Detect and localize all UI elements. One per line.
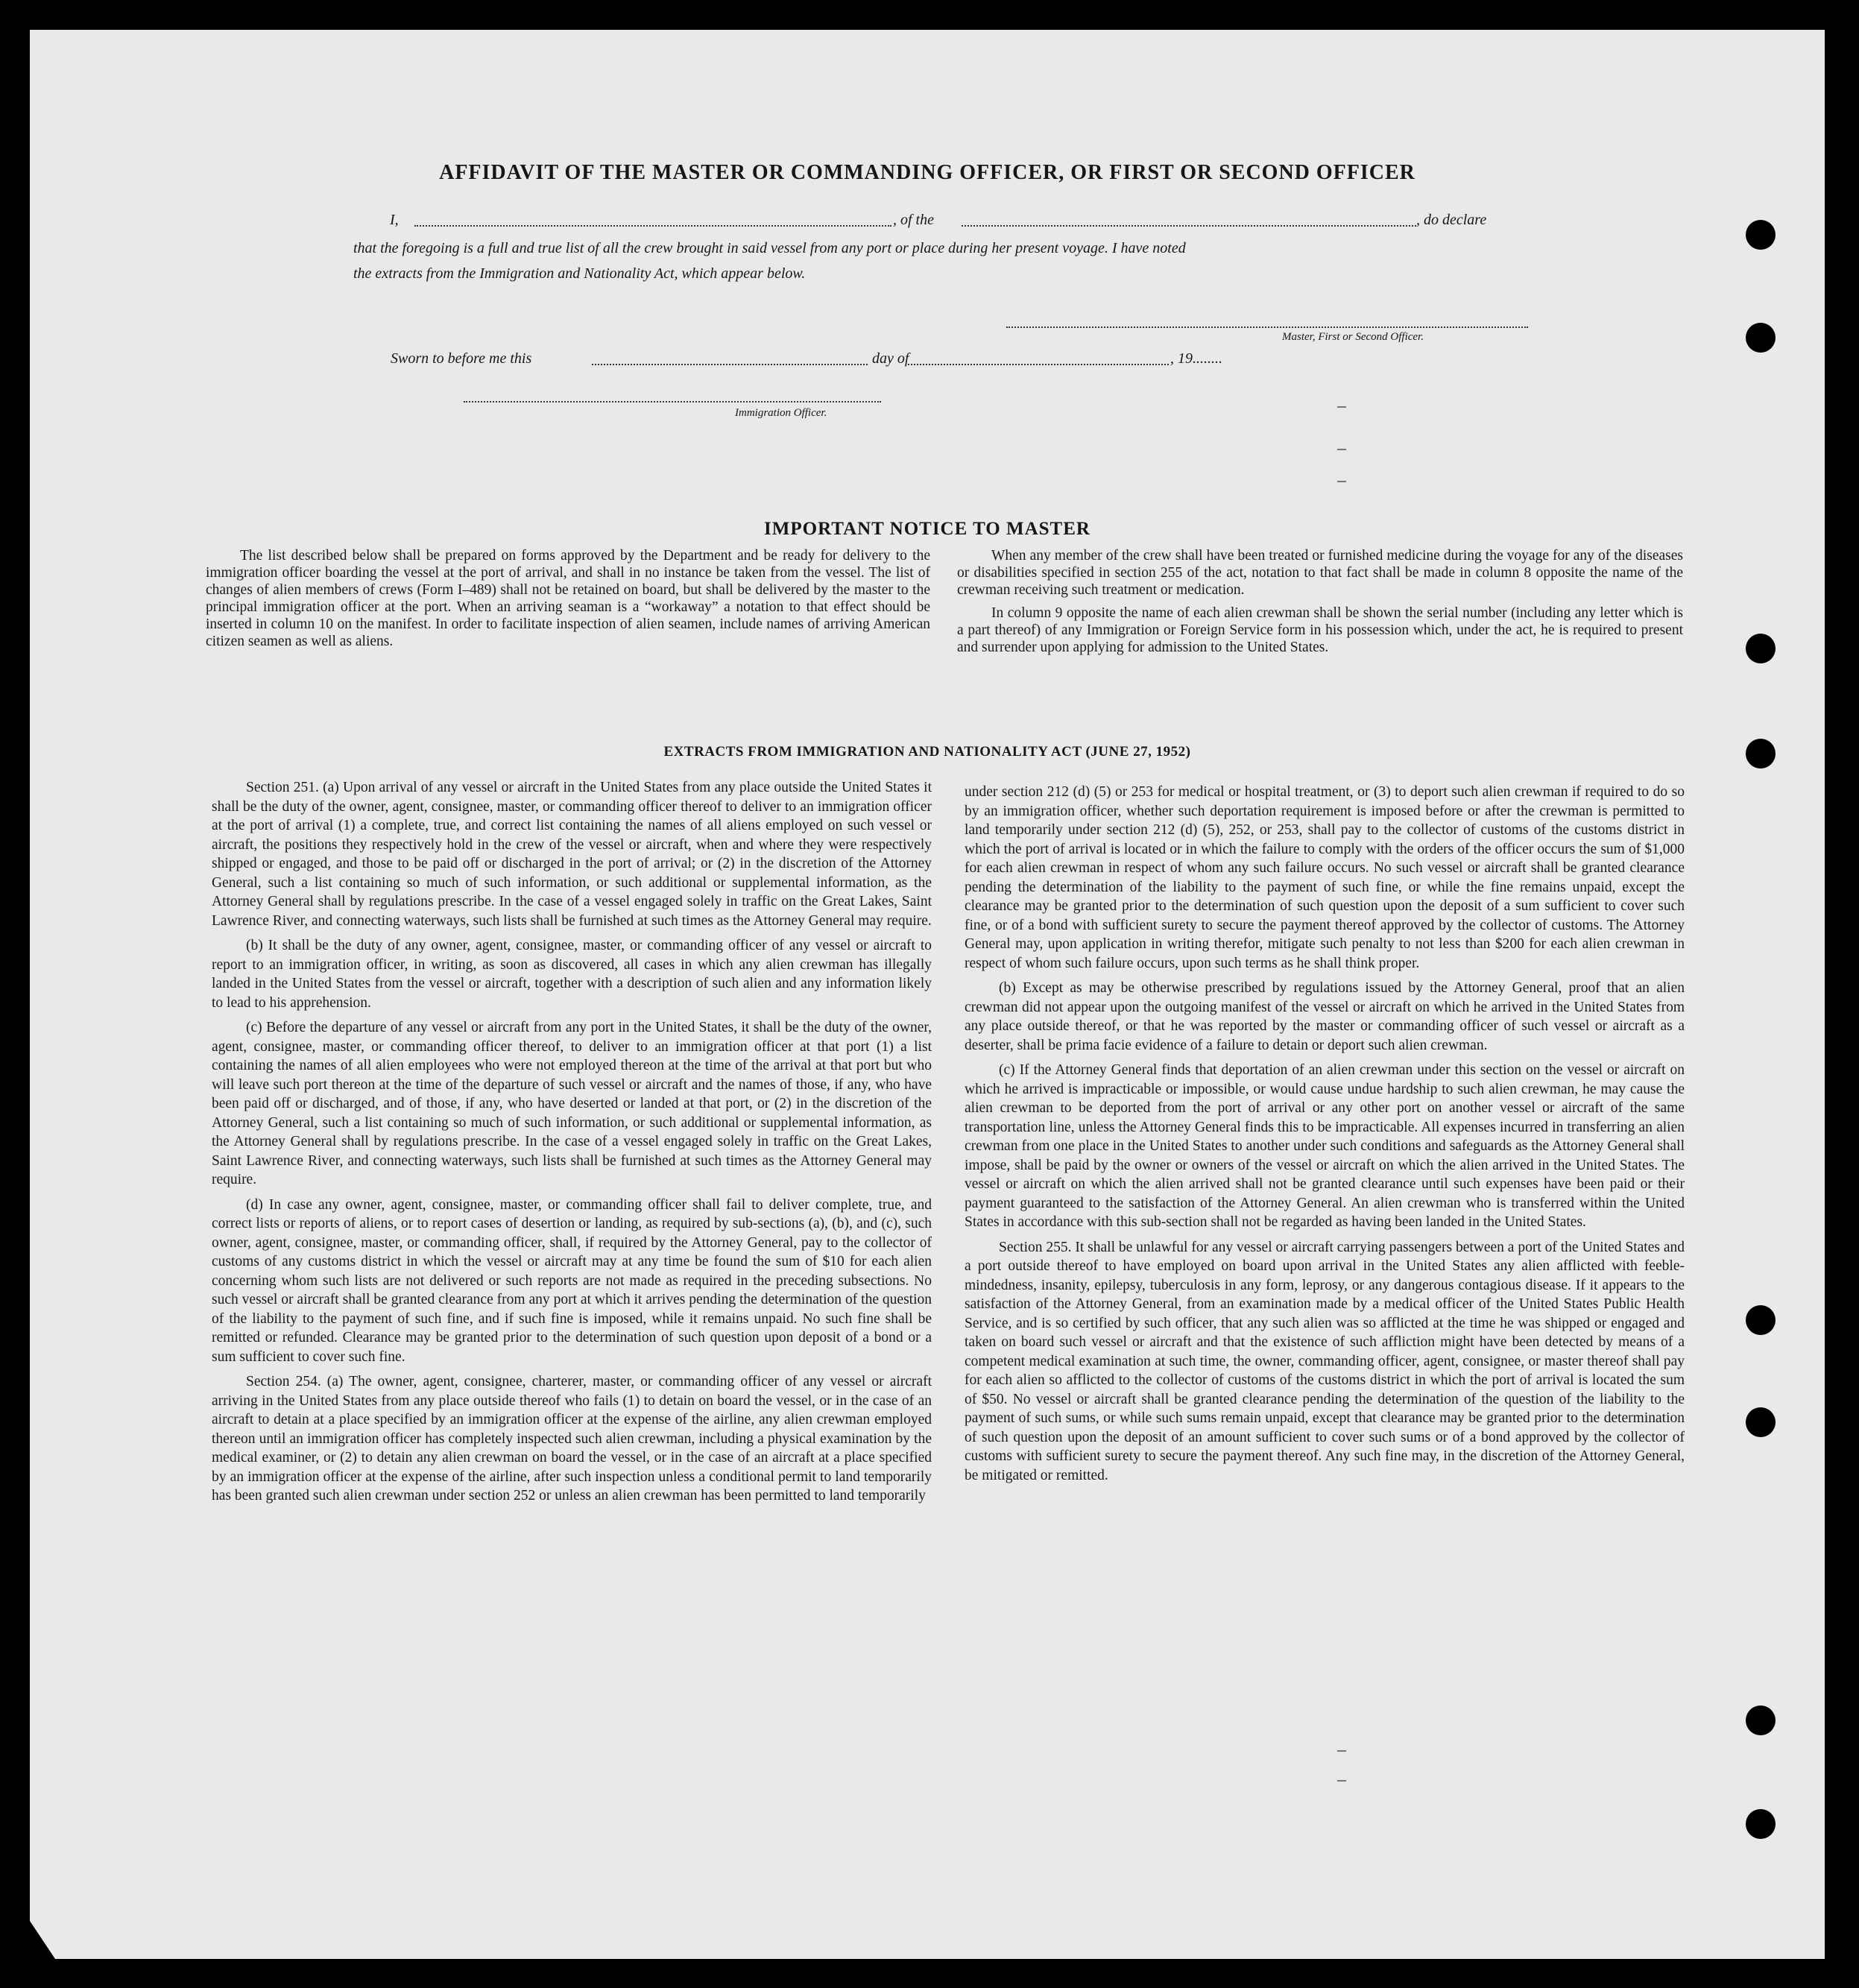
section-paragraph: under section 212 (d) (5) or 253 for medical or hospital treatment, or (3) to deport such alien crewman if required to do so by an immigration officer, whether such deportation requirement is imposed before or after the crewman is permitted to land temporarily under section 212 (d) (5), 252, or 253, shall pay to the collector of customs of the customs district in which the port of arrival is located or in which the failure to comply with the orders of the officer occurs the sum of $1,000 for each alien crewman in respect of whom any such failure occurs. No such vessel or aircraft shall be granted clearance pending the determination of the liability to the payment of such fine, or while the fine remains unpaid, except the clearance may be granted prior to the determination of such question upon the deposit of a sum sufficient to cover such fine, or of a bond with sufficient surety to secure the payment thereof approved by the collector of customs. The Attorney General may, upon application in writing therefor, mitigate such penalty to not less than $200 for each alien crewman in respect of whom such failure occurs, upon such terms as he shall think proper. <box>965 784 1685 971</box>
punch-hole <box>1746 1407 1776 1437</box>
extracts-title: EXTRACTS FROM IMMIGRATION AND NATIONALITY ACT (JUNE 27, 1952) <box>663 744 1191 760</box>
affidavit-i: I, <box>390 212 399 228</box>
margin-tick <box>1337 1780 1346 1782</box>
extracts-right-column <box>965 783 1685 1485</box>
year-label: , 19........ <box>1170 350 1222 367</box>
sworn-label: Sworn to before me this <box>391 350 532 367</box>
punch-hole <box>1746 323 1776 353</box>
section-paragraph: (d) In case any owner, agent, consignee, master, or commanding officer shall fail to deliver complete, true, and correct lists or reports of aliens, or to report cases of desertion or landing, as required by sub-sections (a), (b), and (c), such owner, agent, consignee, master, or commanding officer, shall, if required by the Attorney General, pay to the collector of customs of any customs district in which the vessel or aircraft may at any time be found the sum of $10 for each alien concerning whom such lists are not delivered or such reports are not made as required in the preceding subsections. No such vessel or aircraft shall be granted clearance from any port at which it arrives pending the determination of the question of the liability to the payment of such fine, and if such fine is imposed, while it remains unpaid. No such fine shall be remitted or refunded. Clearance may be granted prior to the determination of such question upon deposit of a bond or a sum sufficient to cover such fine. <box>212 1196 932 1365</box>
section-paragraph: (b) Except as may be otherwise prescribed by regulations issued by the Attorney General, proof that an alien crewman did not appear upon the outgoing manifest of the vessel or aircraft on which he arrived in the United States from any place outside thereof, or that he was reported by the master or commanding officer of such vessel or aircraft as a deserter, shall be prima facie evidence of a failure to detain or deport such alien crewman. <box>965 980 1685 1053</box>
extracts-left-column <box>212 778 932 1506</box>
notice-right-column <box>957 547 1683 656</box>
section-paragraph: Section 255. It shall be unlawful for any vessel or aircraft carrying passengers between a port of the United States and a port outside thereof to have employed on board upon arrival in the United States any alien afflicted with feeble-mindedness, insanity, epilepsy, tuberculosis in any form, leprosy, or any dangerous contagious disease. If it appears to the satisfaction of the Attorney General, from an examination made by a medical officer of the United States Public Health Service, and is so certified by such officer, that any such alien was so afflicted at the time he was shipped or engaged and taken on board such vessel or aircraft and that the existence of such affliction might have been detected by means of a competent medical examination at such time, the owner, commanding officer, agent, consignee, or master thereof shall pay for each alien so afflicted to the collector of customs of the customs district in which the port of arrival is located the sum of $50. No vessel or aircraft shall be granted clearance pending the determination of the question of the liability to the payment of such sums, or while such sums remain unpaid, except that clearance may be granted prior to the determination of such question upon the deposit of an amount sufficient to cover such sums or of a bond approved by the collector of customs with sufficient surety to secure the payment thereof. Any such fine may, in the discretion of the Attorney General, be mitigated or remitted. <box>965 1239 1685 1483</box>
punch-hole <box>1746 634 1776 663</box>
affidavit-title: AFFIDAVIT OF THE MASTER OR COMMANDING OFFICER, OR FIRST OR SECOND OFFICER <box>439 161 1415 184</box>
margin-tick <box>1337 406 1346 408</box>
punch-hole <box>1746 1809 1776 1839</box>
section-paragraph: Section 251. (a) Upon arrival of any vessel or aircraft in the United States from any place outside the United States it shall be the duty of the owner, agent, consignee, master, or commanding officer thereof to deliver to an immigration officer at the port of arrival (1) a complete, true, and correct list containing the names of all aliens employed on such vessel or aircraft, the positions they respectively hold in the crew of the vessel or aircraft, when and where they were respectively shipped or engaged, and those to be paid off or discharged in the port of arrival; or (2) in the discretion of the Attorney General, such a list containing so much of such information, or such additional or supplemental information, as the Attorney General shall by regulations prescribe. In the case of a vessel engaged solely in traffic on the Great Lakes, Saint Lawrence River, and connecting waterways, such lists shall be furnished at such times as the Attorney General may require. <box>212 780 932 929</box>
month-blank <box>908 364 1169 365</box>
margin-tick <box>1337 449 1346 450</box>
notice-left-column <box>206 547 930 650</box>
affidavit-line2: that the foregoing is a full and true list of all the crew brought in said vessel from any port or place during her present voyage. I have noted <box>353 240 1186 256</box>
notice-right-paragraph: When any member of the crew shall have been treated or furnished medicine during the voyage for any of the diseases or disabilities specified in section 255 of the act, notation to that fact shall be made in column 8 opposite the name of the crewman receiving such treatment or medication. <box>957 548 1683 598</box>
punch-hole <box>1746 1305 1776 1335</box>
section-paragraph: (b) It shall be the duty of any owner, agent, consignee, master, or commanding officer of any vessel or aircraft to report to an immigration officer, in writing, as soon as discovered, all cases in which any alien crewman has illegally landed in the United States from the vessel or aircraft, together with a description of such alien and any information likely to lead to his apprehension. <box>212 938 932 1011</box>
notice-title: IMPORTANT NOTICE TO MASTER <box>764 519 1091 539</box>
affidavit-of-the: , of the <box>893 212 934 228</box>
document-page <box>30 30 1825 1959</box>
day-blank <box>592 364 868 365</box>
notice-left-paragraph: The list described below shall be prepared on forms approved by the Department and be ready for delivery to the immigration officer boarding the vessel at the port of arrival, and shall in no instance be taken from the vessel. The list of changes of alien members of crews (Form I–489) shall not be retained on board, but shall be delivered by the master to the principal immigration officer at the port. When an arriving seaman is a “workaway” a notation to that effect should be inserted in column 10 on the manifest. In order to facilitate inspection of alien seamen, include names of arriving American citizen seamen as well as aliens. <box>206 548 930 649</box>
vessel-blank <box>962 225 1416 227</box>
section-paragraph: (c) Before the departure of any vessel or aircraft from any port in the United States, it shall be the duty of the owner, agent, consignee, master, or commanding officer thereof, to deliver to an immigration officer at that port (1) a list containing the names of all alien employees who were not employed thereon at the time of the arrival at that port but who will leave such port thereon at the time of the departure of such vessel or aircraft and the names of those, if any, who have been paid off or discharged, and of those, if any, who have deserted or landed at that port, or (2) in the discretion of the Attorney General, such a list containing so much of such information, or such additional or supplemental information, as the Attorney General shall by regulations prescribe. In the case of a vessel engaged solely in traffic on the Great Lakes, Saint Lawrence River, and connecting waterways, such lists shall be furnished at such times as the Attorney General may require. <box>212 1020 932 1187</box>
day-of-label: day of <box>872 350 909 367</box>
margin-tick <box>1337 1750 1346 1752</box>
officer-signature-label: Immigration Officer. <box>735 407 827 419</box>
affidavit-do-declare: , do declare <box>1416 212 1487 228</box>
officer-signature-line <box>464 401 881 403</box>
margin-tick <box>1337 481 1346 482</box>
master-signature-label: Master, First or Second Officer. <box>1282 331 1424 343</box>
punch-hole <box>1746 220 1776 250</box>
master-signature-line <box>1006 326 1528 328</box>
name-blank <box>414 225 891 227</box>
section-paragraph: Section 254. (a) The owner, agent, consignee, charterer, master, or commanding officer of any vessel or aircraft arriving in the United States from any place outside thereof who fails (1) to detain on board the vessel, or in the case of an aircraft to detain at a place specified by an immigration officer at the expense of the airline, any alien crewman employed thereon until an immigration officer has completely inspected such alien crewman, including a physical examination by the medical examiner, or (2) to detain any alien crewman on board the vessel, or in the case of an aircraft at a place specified by an immigration officer at the expense of the airline, after such inspection unless a conditional permit to land temporarily has been granted such alien crewman under section 252 or unless an alien crewman has been permitted to land temporarily <box>212 1374 932 1503</box>
notice-right-paragraph: In column 9 opposite the name of each alien crewman shall be shown the serial number (including any letter which is a part thereof) of any Immigration or Foreign Service form in his possession which, under the act, he is required to present and surrender upon applying for admission to the United States. <box>957 605 1683 655</box>
punch-hole <box>1746 1705 1776 1735</box>
section-paragraph: (c) If the Attorney General finds that deportation of an alien crewman under this section on the vessel or aircraft on which he arrived is impracticable or impossible, or would cause undue hardship to such alien crewman, he may cause the alien crewman to be deported from the port of arrival or any other port on another vessel or aircraft of the same transportation line, unless the Attorney General finds this to be impracticable. All expenses incurred in transferring an alien crewman from one place in the United States to another under such conditions and safeguards as the Attorney General shall impose, shall be paid by the owner or owners of the vessel or aircraft on which the alien arrived in the United States. The vessel or aircraft on which the alien arrived shall not be granted clearance until such expenses have been paid or their payment guaranteed to the satisfaction of the Attorney General. An alien crewman who is transferred within the United States in accordance with this sub-section shall not be regarded as having been landed in the United States. <box>965 1062 1685 1230</box>
affidavit-line3: the extracts from the Immigration and Nationality Act, which appear below. <box>353 265 806 282</box>
